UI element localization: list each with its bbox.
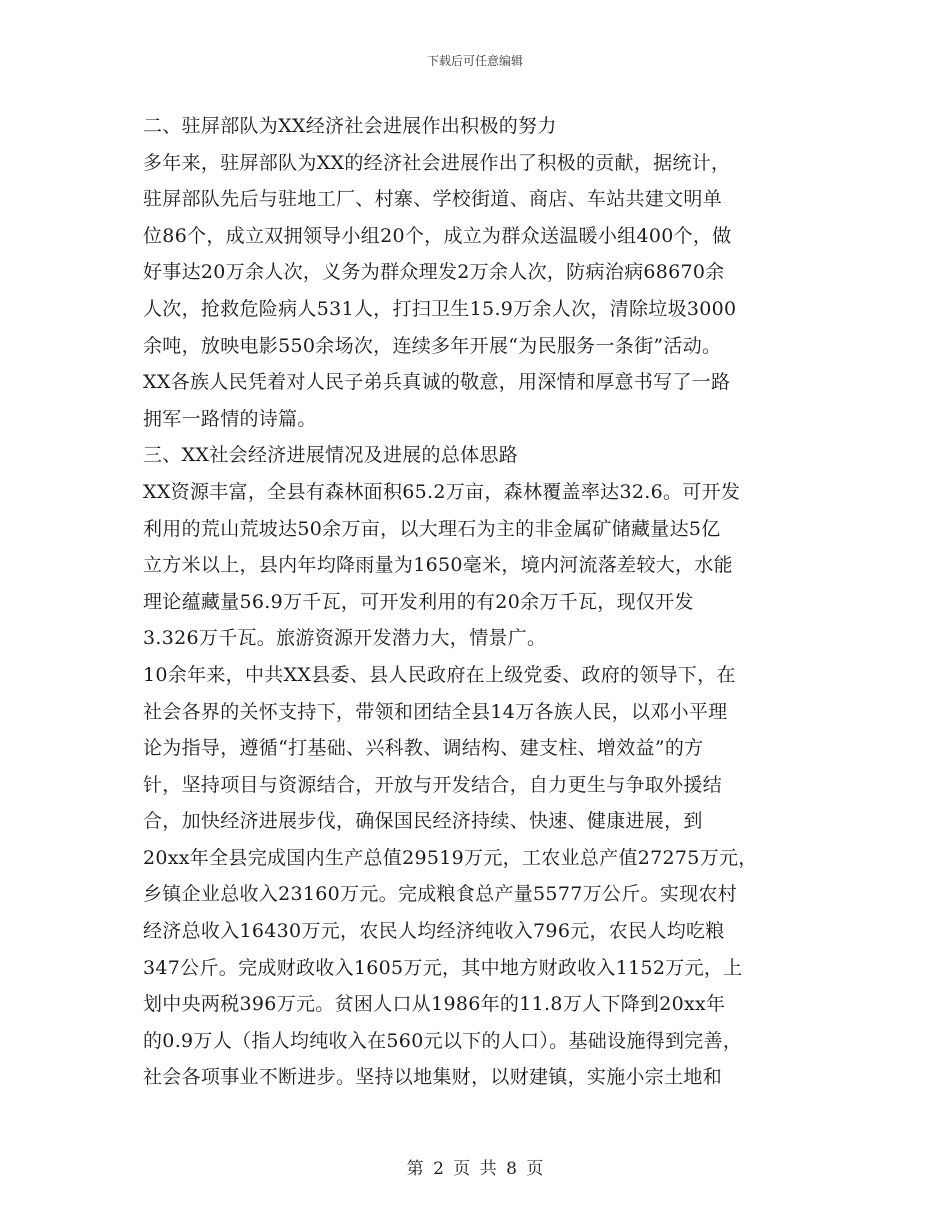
text-line: 社会各界的关怀支持下，带领和团结全县14万各族人民，以邓小平理 [143,700,728,723]
text-line: 合，加快经济进展步伐，确保国民经济持续、快速、健康进展，到 [143,810,703,833]
text-line: 理论蕴藏量56.9万千瓦，可开发利用的有20余万千瓦，现仅开发 [143,590,694,613]
text-line: 人次，抢救危险病人531人，打扫卫生15.9万余人次，清除垃圾3000 [143,297,737,320]
text-line: 拥军一路情的诗篇。 [143,407,317,430]
text-line: 立方米以上，县内年均降雨量为1650毫米，境内河流落差较大，水能 [143,554,733,577]
text-line: 10余年来，中共XX县委、县人民政府在上级党委、政府的领导下，在 [143,663,736,686]
text-line: 驻屏部队先后与驻地工厂、村寨、学校街道、商店、车站共建文明单 [143,188,723,211]
text-line: 社会各项事业不断进步。坚持以地集财，以财建镇，实施小宗土地和 [143,1066,723,1089]
text-line: 好事达20万余人次，义务为群众理发2万余人次，防病治病68670余 [143,261,725,284]
text-line: 三、XX社会经济进展情况及进展的总体思路 [143,444,519,467]
text-line: XX各族人民凭着对人民子弟兵真诚的敬意，用深情和厚意书写了一路 [143,371,731,394]
text-line: XX资源丰富，全县有森林面积65.2万亩，森林覆盖率达32.6。可开发 [143,480,741,503]
page-header: 下载后可任意编辑 [426,54,523,68]
text-line: 3.326万千瓦。旅游资源开发潜力大，情景广。 [143,627,547,650]
text-line: 划中央两税396万元。贫困人口从1986年的11.8万人下降到20xx年 [143,993,726,1016]
text-line: 的0.9万人（指人均纯收入在560元以下的人口）。基础设施得到完善， [143,1029,743,1052]
text-line: 针，坚持项目与资源结合，开放与开发结合，自力更生与争取外援结 [143,773,723,796]
text-line: 乡镇企业总收入23160万元。完成粮食总产量5577万公斤。实现农村 [143,883,737,906]
text-line: 经济总收入16430万元，农民人均经济纯收入796元，农民人均吃粮 [143,920,725,943]
text-line: 利用的荒山荒坡达50余万亩，以大理石为主的非金属矿储藏量达5亿 [143,517,721,540]
text-line: 余吨，放映电影550余场次，连续多年开展“为民服务一条街”活动。 [143,334,722,357]
document-body [143,108,823,1096]
text-line: 347公斤。完成财政收入1605万元，其中地方财政收入1152万元，上 [143,956,743,979]
text-line: 位86个，成立双拥领导小组20个，成立为群众送温暖小组400个，做 [143,224,732,247]
page-footer: 第 2 页 共 8 页 [406,1159,544,1179]
text-line: 20xx年全县完成国内生产总值29519万元，工农业总产值27275万元， [143,846,758,869]
text-line: 二、驻屏部队为XX经济社会进展作出积极的努力 [143,115,557,137]
text-line: 多年来，驻屏部队为XX的经济社会进展作出了积极的贡献，据统计， [143,151,731,174]
text-line: 论为指导，遵循“打基础、兴科教、调结构、建支柱、增效益”的方 [143,737,704,760]
